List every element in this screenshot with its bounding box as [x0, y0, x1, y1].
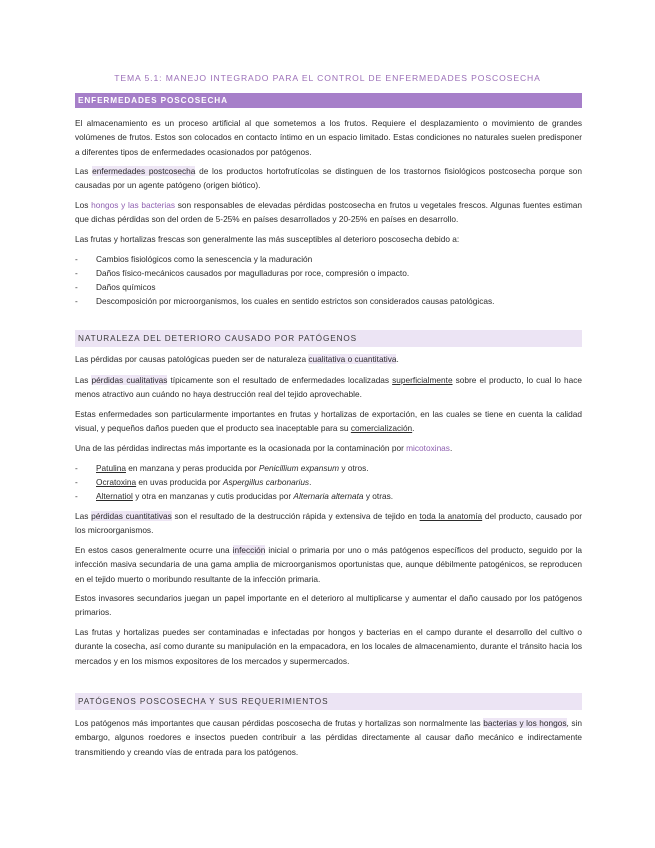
text: típicamente son el resultado de enfermedades localizadas: [167, 375, 393, 385]
section-heading-naturaleza: NATURALEZA DEL DETERIORO CAUSADO POR PATÓGENOS: [75, 330, 582, 347]
list-dash: -: [75, 477, 78, 487]
paragraph: [75, 198, 582, 227]
paragraph: Las frutas y hortalizas puedes ser contaminadas e infectadas por hongos y bacterias en el campo durante el desarrollo del cultivo o durante la cosecha, así como durante su manipulación en la empacadora, en los locales de almacenamiento, durante el tránsito hacia los mercados y en los mismos expositores de los mercados y supermercados.: [75, 627, 582, 666]
list-item-text: Daños químicos: [96, 282, 156, 292]
paragraph: [75, 543, 582, 586]
text: Estas enfermedades son particularmente importantes en frutas y hortalizas de exportación, en las cuales se tiene en cuenta la calidad visual, y pequeños daños pueden que el producto sea inaceptable para su: [75, 409, 582, 434]
text: en manzana y peras producida por: [125, 463, 259, 473]
list-dash: -: [75, 491, 78, 501]
text: En estos casos generalmente ocurre una: [75, 545, 233, 555]
list-dash: -: [75, 296, 78, 306]
list-dash: -: [75, 268, 78, 278]
text: Una de las pérdidas indirectas más importante es la ocasionada por la contaminación por: [75, 443, 407, 453]
text: , sin embargo, algunos roedores e insectos pueden contribuir a las pérdidas directamente al causar daño mecánico e indirectamente transmitiendo y creando vías de entrada para los patógenos.: [75, 718, 582, 757]
text: del producto, causado por los microorganismos.: [75, 511, 582, 536]
toxin-name: Patulina: [96, 463, 126, 473]
organism-name: Penicillium expansum: [258, 463, 340, 473]
text: Los patógenos más importantes que causan pérdidas poscosecha de frutas y hortalizas son normalmente las: [75, 718, 484, 728]
section-heading-patogenos: PATÓGENOS POSCOSECHA Y SUS REQUERIMIENTOS: [75, 693, 582, 710]
toxin-name: Ocratoxina: [96, 477, 137, 487]
list-dash: -: [75, 282, 78, 292]
text: y otra en manzanas y cutis producidas por: [132, 491, 294, 501]
highlight-text: micotoxinas: [406, 443, 450, 453]
highlight-text: cualitativa o cuantitativa: [308, 354, 397, 364]
text: Las: [75, 511, 92, 521]
paragraph: Estos invasores secundarios juegan un papel importante en el deterioro al multiplicarse y aumentar el daño causado por los patógenos primarios.: [75, 593, 582, 618]
highlight-text: infección: [232, 545, 266, 555]
text: de los productos hortofrutícolas se distinguen de los trastornos fisiológicos postcosecha porque son causadas por un agente patógeno (origen biótico).: [75, 166, 582, 191]
section-heading-enfermedades: ENFERMEDADES POSCOSECHA: [75, 93, 582, 108]
text: son el resultado de la destrucción rápida y extensiva de tejido en: [171, 511, 420, 521]
paragraph: [75, 407, 582, 436]
toxin-name: Alternatiol: [96, 491, 133, 501]
text: .: [449, 443, 453, 453]
highlight-text: pérdidas cualitativas: [91, 375, 168, 385]
list-item-text: Cambios fisiológicos como la senescencia y la maduración: [96, 254, 313, 264]
text: en uvas producida por: [136, 477, 223, 487]
underlined-text: superficialmente: [392, 375, 453, 385]
list-dash: -: [75, 254, 78, 264]
highlight-text: enfermedades postcosecha: [92, 166, 196, 176]
text: .: [309, 477, 312, 487]
paragraph: [75, 373, 582, 402]
paragraph: [75, 441, 582, 455]
paragraph-text: El almacenamiento es un proceso artificial al que sometemos a los frutos. Requiere el desplazamiento o movimiento de grandes volúmenes de frutos. Estos son colocados en contacto íntimo en un espacio limitado. Estas condiciones no naturales suelen predisponer a diferentes tipos de enfermedades ocasionados por patógenos.: [75, 118, 582, 157]
underlined-text: toda la anatomía: [419, 511, 483, 521]
organism-name: Alternaria alternata: [293, 491, 364, 501]
text: inicial o primaria por uno o más patógenos específicos del producto, seguido por la infección masiva secundaria de una gama amplia de microorganismos oportunistas que, aunque débilmente patogénicos, se reproducen en el tejido muerto o moribundo resultante de la infección primaria.: [75, 545, 582, 584]
highlight-text: hongos y las bacterias: [91, 200, 176, 210]
highlight-text: bacterias y los hongos: [483, 718, 567, 728]
list-item-text: Descomposición por microorganismos, los cuales en sentido estrictos son considerados causas patológicas.: [96, 296, 495, 306]
text: sobre el producto, lo cual lo hace menos atractivo aun cuándo no haya destrucción real del tejido aprovechable.: [75, 375, 582, 400]
text: .: [412, 423, 415, 434]
text: y otras.: [363, 491, 394, 501]
text: Las pérdidas por causas patológicas pueden ser de naturaleza: [75, 354, 309, 364]
list-dash: -: [75, 463, 78, 473]
text: y otros.: [339, 463, 369, 473]
list-item-text: Daños físico-mecánicos causados por magulladuras por roce, compresión o impacto.: [96, 268, 410, 278]
document-title: TEMA 5.1: MANEJO INTEGRADO PARA EL CONTROL DE ENFERMEDADES POSCOSECHA: [114, 73, 541, 83]
paragraph: [75, 164, 582, 193]
paragraph: [75, 116, 582, 159]
text: Las: [75, 375, 92, 385]
organism-name: Aspergillus carbonarius: [222, 477, 310, 487]
paragraph: [75, 509, 582, 538]
text: Los: [75, 200, 92, 210]
paragraph: [75, 352, 582, 366]
underlined-text: comercialización: [350, 423, 413, 434]
text: .: [396, 354, 399, 364]
text: Las: [75, 166, 93, 176]
highlight-text: pérdidas cuantitativas: [91, 511, 172, 521]
text: son responsables de elevadas pérdidas postcosecha en frutos u vegetales frescos. Algunas fuentes estiman que dichas pérdidas son del orden de 5-25% en países desarrollados y 20-25% en países en desarrollo.: [75, 200, 582, 225]
paragraph: [75, 716, 582, 759]
paragraph: Las frutas y hortalizas frescas son generalmente las más susceptibles al deterioro poscosecha debido a:: [75, 234, 460, 244]
